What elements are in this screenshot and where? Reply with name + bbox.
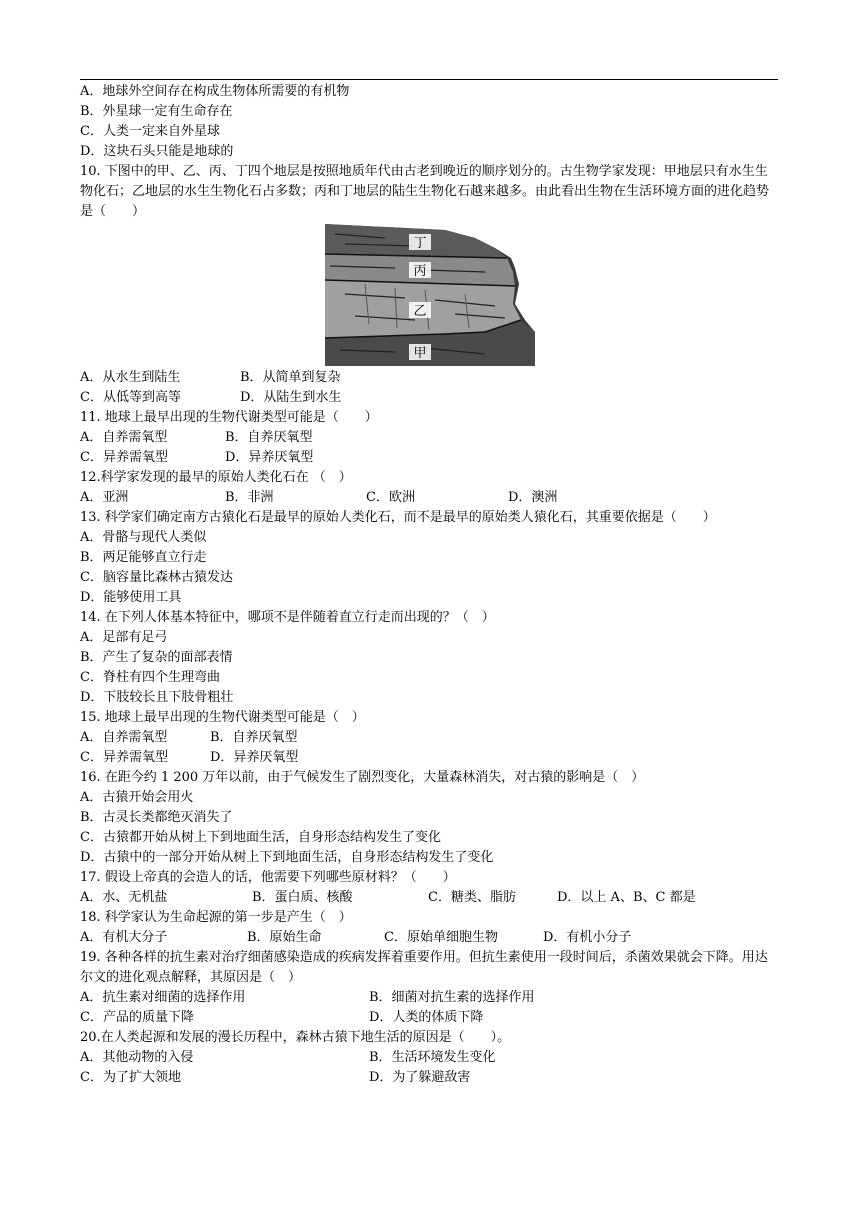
q19-option-d: D．人类的体质下降: [369, 1010, 484, 1025]
q18-stem: 18. 科学家认为生命起源的第一步是产生（ ）: [80, 910, 352, 925]
q9-option-b: B．外星球一定有生命存在: [80, 104, 233, 119]
stratum-label-bing: 丙: [413, 264, 427, 279]
q11-option-a: A．自养需氧型: [80, 430, 168, 445]
q13-option-d: D．能够使用工具: [80, 590, 182, 605]
q13-option-c: C．脑容量比森林古猿发达: [80, 570, 233, 585]
strata-figure: [325, 224, 535, 366]
q17-option-b: B．蛋白质、核酸: [252, 890, 353, 905]
q17-option-d: D．以上 A、B、C 都是: [557, 890, 696, 905]
q18-option-c: C．原始单细胞生物: [384, 930, 498, 945]
q10-option-b: B．从简单到复杂: [240, 370, 341, 385]
q15-options-row-1: [80, 728, 780, 748]
q18-option-a: A．有机大分子: [80, 930, 168, 945]
q15-option-d: D．异养厌氧型: [210, 750, 299, 765]
q17-option-a: A．水、无机盐: [80, 890, 168, 905]
q10-option-a: A．从水生到陆生: [80, 370, 181, 385]
q17-options-row: [80, 888, 780, 908]
question-list: [80, 82, 780, 1088]
q10-option-d: D．从陆生到水生: [240, 390, 342, 405]
q13-option-a: A．骨骼与现代人类似: [80, 530, 207, 545]
q12-option-c: C．欧洲: [366, 490, 415, 505]
q11-option-c: C．异养需氧型: [80, 450, 168, 465]
q16-option-a: A．古猿开始会用火: [80, 790, 194, 805]
q12-stem: 12.科学家发现的最早的原始人类化石在 （ ）: [80, 470, 352, 485]
header-rule: [80, 79, 778, 80]
q13-stem: 13. 科学家们确定南方古猿化石是最早的原始人类化石，而不是最早的原始类人猿化石，其重要依据是（ ）: [80, 510, 716, 525]
q10-option-c: C．从低等到高等: [80, 390, 181, 405]
q19-stem: 19. 各种各样的抗生素对治疗细菌感染造成的疾病发挥着重要作用。但抗生素使用一段时间后，杀菌效果就会下降。用达尔文的进化观点解释，其原因是（ ）: [80, 950, 768, 985]
q16-option-d: D．古猿中的一部分开始从树上下到地面生活，自身形态结构发生了变化: [80, 850, 494, 865]
q15-option-c: C．异养需氧型: [80, 750, 168, 765]
q19-option-a: A．抗生素对细菌的选择作用: [80, 990, 246, 1005]
q20-options-row-2: [80, 1068, 780, 1088]
stratum-label-ding: 丁: [413, 236, 427, 251]
q17-stem: 17. 假设上帝真的会造人的话，他需要下列哪些原材料？（ ）: [80, 870, 456, 885]
q15-option-b: B．自养厌氧型: [210, 730, 298, 745]
q11-options-row-2: [80, 448, 780, 468]
q18-options-row: [80, 928, 780, 948]
q18-option-d: D．有机小分子: [543, 930, 632, 945]
q20-option-c: C．为了扩大领地: [80, 1070, 181, 1085]
q13-option-b: B．两足能够直立行走: [80, 550, 207, 565]
q16-stem: 16. 在距今约 1 200 万年以前，由于气候发生了剧烈变化，大量森林消失，对古猿的影响是（ ）: [80, 770, 645, 785]
stratum-label-jia: 甲: [413, 346, 427, 361]
q14-stem: 14. 在下列人体基本特征中，哪项不是伴随着直立行走而出现的？（ ）: [80, 610, 495, 625]
q10-options-row-1: [80, 368, 780, 388]
q9-option-a: A．地球外空间存在构成生物体所需要的有机物: [80, 84, 350, 99]
q9-option-d: D．这块石头只能是地球的: [80, 144, 234, 159]
q10-options-row-2: [80, 388, 780, 408]
q15-options-row-2: [80, 748, 780, 768]
q15-option-a: A．自养需氧型: [80, 730, 168, 745]
q14-option-b: B．产生了复杂的面部表情: [80, 650, 233, 665]
rock-strata-image: [325, 224, 535, 366]
q19-options-row-2: [80, 1008, 780, 1028]
q20-option-a: A．其他动物的入侵: [80, 1050, 194, 1065]
q19-options-row-1: [80, 988, 780, 1008]
q11-option-b: B．自养厌氧型: [225, 430, 313, 445]
q19-option-b: B．细菌对抗生素的选择作用: [369, 990, 535, 1005]
q20-option-d: D．为了躲避敌害: [369, 1070, 471, 1085]
q20-stem: 20.在人类起源和发展的漫长历程中，森林古猿下地生活的原因是（ ）。: [80, 1030, 511, 1045]
q15-stem: 15. 地球上最早出现的生物代谢类型可能是（ ）: [80, 710, 365, 725]
q12-options-row: [80, 488, 780, 508]
stratum-label-yi: 乙: [413, 304, 427, 319]
q19-option-c: C．产品的质量下降: [80, 1010, 194, 1025]
q11-option-d: D．异养厌氧型: [225, 450, 314, 465]
q12-option-b: B．非洲: [225, 490, 274, 505]
q10-stem: 10. 下图中的甲、乙、丙、丁四个地层是按照地质年代由古老到晚近的顺序划分的。古生物学家发现：甲地层只有水生生物化石；乙地层的水生生物化石占多数；丙和丁地层的陆生生物化石越来越多。由此看出生物在生活环境方面的进化趋势是（ ）: [80, 164, 770, 219]
q16-option-b: B．古灵长类都绝灭消失了: [80, 810, 233, 825]
q14-option-d: D．下肢较长且下肢骨粗壮: [80, 690, 234, 705]
q11-options-row-1: [80, 428, 780, 448]
q20-option-b: B．生活环境发生变化: [369, 1050, 496, 1065]
q14-option-c: C．脊柱有四个生理弯曲: [80, 670, 220, 685]
q11-stem: 11. 地球上最早出现的生物代谢类型可能是（ ）: [80, 410, 378, 425]
q16-option-c: C．古猿都开始从树上下到地面生活，自身形态结构发生了变化: [80, 830, 441, 845]
q12-option-d: D．澳洲: [508, 490, 558, 505]
q9-option-c: C．人类一定来自外星球: [80, 124, 220, 139]
q20-options-row-1: [80, 1048, 780, 1068]
q14-option-a: A．足部有足弓: [80, 630, 168, 645]
q18-option-b: B．原始生命: [247, 930, 322, 945]
q12-option-a: A．亚洲: [80, 490, 129, 505]
q17-option-c: C．糖类、脂肪: [428, 890, 516, 905]
